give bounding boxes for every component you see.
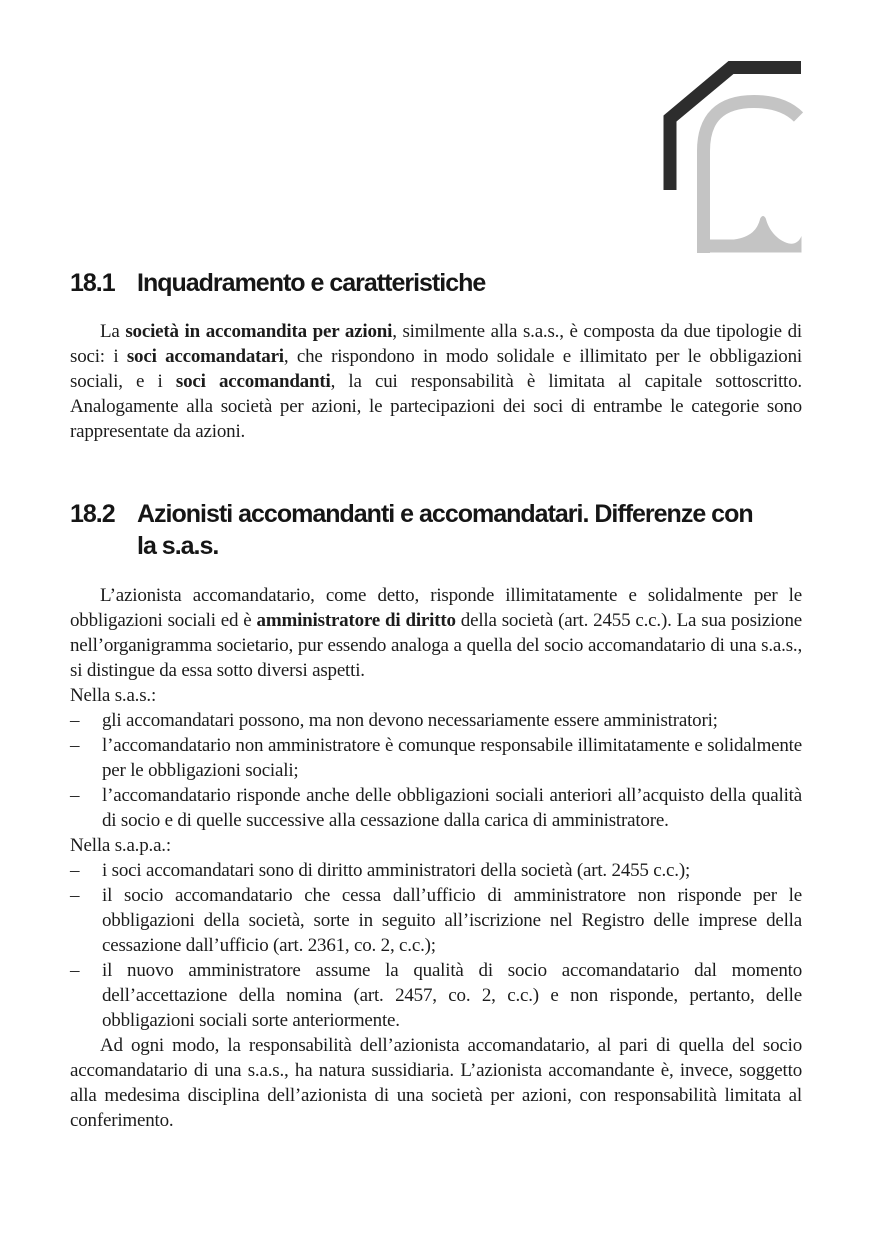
- dash-marker: –: [70, 710, 80, 731]
- list-label-sapa: Nella s.a.p.a.:: [70, 835, 171, 856]
- section-title-line-2: la s.a.s.: [137, 532, 219, 560]
- logo-arch-path: [704, 102, 799, 254]
- list-item-text: il socio accomandatario che cessa dall’ufficio di amministratore non risponde per le obbligazioni della società, sorte in seguito all’iscrizione nel Registro delle imprese della cessazione dall’ufficio (art. 2361, co. 2, c.c.);: [102, 885, 802, 956]
- section-number: 18.2: [70, 500, 115, 528]
- dash-marker: –: [70, 785, 80, 806]
- section-title: [137, 498, 805, 562]
- list-item: [70, 733, 802, 783]
- list-item-text: il nuovo amministratore assume la qualità di socio accomandatario dal momento dell’accettazione della nomina (art. 2457, co. 2, c.c.) e non risponde, pertanto, delle obbligazioni sociali sorte anteriormente.: [102, 960, 802, 1031]
- logo-roof-path: [664, 61, 802, 190]
- list-item-text: i soci accomandatari sono di diritto amministratori della società (art. 2455 c.c.);: [102, 860, 691, 881]
- dash-marker: –: [70, 860, 80, 881]
- dash-marker: –: [70, 960, 80, 981]
- list-item-text: l’accomandatario risponde anche delle obbligazioni sociali anteriori all’acquisto della qualità di socio e di quelle successive alla cessazione dalla carica di amministratore.: [102, 785, 802, 831]
- paragraph-closing: Ad ogni modo, la responsabilità dell’azionista accomandatario, al pari di quella del socio accomandatario di una s.a.s., ha natura sussidiaria. L’azionista accomandante è, invece, soggetto alla medesima disciplina dell’azionista di una società per azioni, con responsabilità limitata al conferimento.: [70, 1035, 802, 1131]
- section-heading-18-1: [70, 267, 805, 299]
- section-title-line-1: Azionisti accomandanti e accomandatari. Differenze con: [137, 500, 753, 528]
- paragraph-intro: L’azionista accomandatario, come detto, risponde illimitatamente e solidalmente per le obbligazioni sociali ed è amministratore di diritto della società (art. 2455 c.c.). La sua posizione nell’organigramma societario, pur essendo analoga a quella del socio accomandatario di una s.a.s., si distingue da essa sotto diversi aspetti.: [70, 585, 803, 681]
- list-item: [70, 708, 802, 733]
- list-item: [70, 783, 802, 833]
- section-title: Inquadramento e caratteristiche: [137, 269, 486, 297]
- dash-marker: –: [70, 885, 80, 906]
- paragraph-18-1: La società in accomandita per azioni, similmente alla s.a.s., è composta da due tipologie di soci: i soci accomandatari, che rispondono in modo solidale e illimitato per le obbligazioni sociali, e i soci accomandanti, la cui responsabilità è limitata al capitale sottoscritto. Analogamente alla società per azioni, le partecipazioni dei soci di entrambe le categorie sono rappresentate da azioni.: [70, 321, 802, 442]
- publisher-logo-icon: [660, 55, 808, 257]
- list-label-sas: Nella s.a.s.:: [70, 685, 157, 706]
- list-item: [70, 858, 802, 883]
- list-item: [70, 958, 802, 1033]
- list-item-text: l’accomandatario non amministratore è comunque responsabile illimitatamente e solidalmente per le obbligazioni sociali;: [102, 735, 802, 781]
- list-item-text: gli accomandatari possono, ma non devono necessariamente essere amministratori;: [102, 710, 718, 731]
- section-heading-18-2: [70, 498, 805, 562]
- list-item: [70, 883, 802, 958]
- section-number: 18.1: [70, 269, 115, 297]
- dash-marker: –: [70, 735, 80, 756]
- logo-arch-base-path: [697, 216, 802, 253]
- section-18-2-body: [70, 583, 802, 1133]
